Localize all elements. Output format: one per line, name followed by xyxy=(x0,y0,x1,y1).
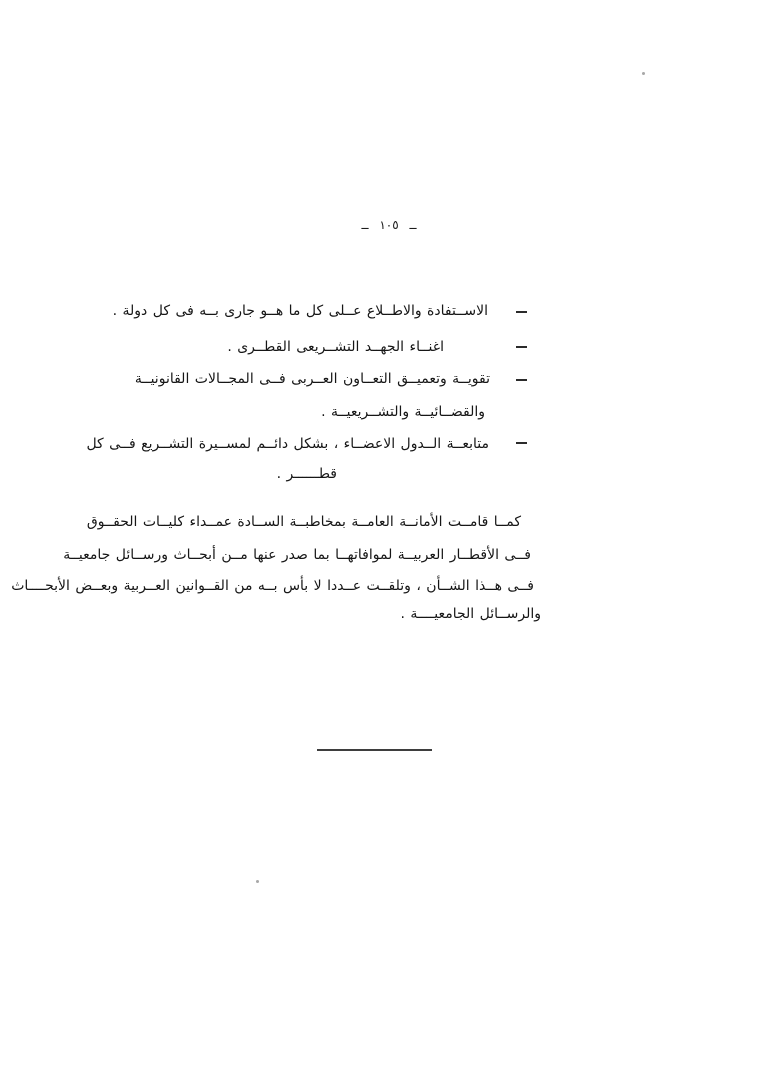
paragraph-line: كمــا قامــت الأمانــة العامــة بمخاطبــة الســادة عمــداء كليــات الحقــوق xyxy=(86,514,521,530)
bullet-item-text: الاســتفادة والاطــلاع عــلى كل ما هــو جارى بــه فى كل دولة . xyxy=(112,303,488,319)
bullet-item-text: اغنــاء الجهــد التشــريعى القطــرى . xyxy=(227,339,444,355)
bullet-item-text: والقضــائيــة والتشــريعيــة . xyxy=(321,404,485,420)
section-divider-line xyxy=(317,749,432,751)
bullet-item-text: تقويــة وتعميــق التعــاون العــربى فــى المجــالات القانونيــة xyxy=(134,371,490,387)
paragraph-line: فــى هــذا الشــأن ، وتلقــت عــددا لا بأس بــه من القــوانين العــربية وبعــض الأبحــــاث xyxy=(11,578,534,594)
bullet-dash-icon xyxy=(516,379,527,381)
paragraph-line: والرســائل الجامعيــــة . xyxy=(400,606,541,622)
paragraph-line: فــى الأقطــار العربيــة لموافاتهــا بما صدر عنها مــن أبحــاث ورســائل جامعيــة xyxy=(63,547,531,563)
bullet-item-text: قطــــــر . xyxy=(276,466,337,482)
bullet-dash-icon xyxy=(516,346,527,348)
scan-speck xyxy=(256,880,259,883)
bullet-dash-icon xyxy=(516,311,527,313)
bullet-dash-icon xyxy=(516,442,527,444)
page-number: ــ ١٠٥ ــ xyxy=(361,218,417,232)
bullet-item-text: متابعــة الــدول الاعضــاء ، بشكل دائــم لمســيرة التشــريع فــى كل xyxy=(86,436,489,452)
scan-speck xyxy=(642,72,645,75)
